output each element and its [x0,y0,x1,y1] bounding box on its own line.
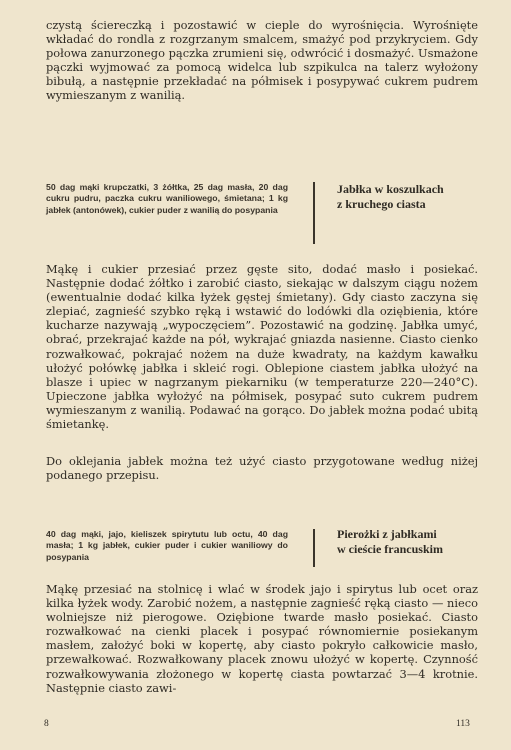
recipe-title-apples-in-pastry [337,182,487,211]
recipe-paragraph: Do oklejania jabłek można też użyć ciasto przygotowane według niżej podanego przepisu. [46,454,478,483]
intro-paragraph: czystą ściereczką i pozostawić w cieple do wyrośnięcia. Wyrośnięte wkładać do rondla z rozgrzanym smalcem, smażyć pod przykryciem. Gdy połowa zanurzonego pączka zrumieni się, odwrócić i dosmażyć. Usmażone pączki wyjmować za pomocą widelca lub szpikulca na talerz wyłożony bibułą, a następnie przekładać na półmisek i posypywać cukrem pudrem wymieszanym z wanilią. [46,18,478,103]
title-line: z kruchego ciasta [337,196,426,211]
recipe-title-puff-pastry-pies [337,527,487,556]
title-line: w cieście francuskim [337,541,443,556]
page-number: 113 [456,719,470,729]
printer-signature: 8 [44,719,49,729]
ingredients-apples-in-pastry: 50 dag mąki krupczatki, 3 żółtka, 25 dag masła, 20 dag cukru pudru, paczka cukru waniliowego, śmietana; 1 kg jabłek (antonówek), cukier puder z wanilią do posypania [46,182,288,215]
vertical-divider [313,529,315,567]
title-line: Jabłka w koszulkach [337,182,444,196]
vertical-divider [313,182,315,244]
recipe-paragraph: Mąkę i cukier przesiać przez gęste sito, dodać masło i posiekać. Następnie dodać żółtko i zarobić ciasto, siekając w dalszym ciągu nożem (ewentualnie dodać kilka łyżek gęstej śmietany). Gdy ciasto zaczyna się zlepiać, zagnieść szybko ręką i wstawić do lodówki dla oziębienia, które kucharze nazywają „wypoczęciem”. Pozostawić na godzinę. Jabłka umyć, obrać, przekrajać każde na pół, wykrajać gniazda nasienne. Ciasto cienko rozwałkować, pokrajać nożem na duże kwadraty, na każdym kawałku ułożyć połówkę jabłka i skleić rogi. Oblepione ciastem jabłka ułożyć na blasze i upiec w nagrzanym piekarniku (w temperaturze 220—240°C). Upieczone jabłka wyłożyć na półmisek, posypać suto cukrem pudrem wymieszanym z wanilią. Podawać na gorąco. Do jabłek można podać ubitą śmietankę. [46,262,478,432]
title-line: Pierożki z jabłkami [337,527,437,541]
ingredients-puff-pastry-pies: 40 dag mąki, jajo, kieliszek spirytutu lub octu, 40 dag masła; 1 kg jabłek, cukier puder i cukier waniliowy do posypania [46,529,288,562]
recipe-paragraph: Mąkę przesiać na stolnicę i wlać w środek jajo i spirytus lub ocet oraz kilka łyżek wody. Zarobić nożem, a następnie zagnieść ręką ciasto — nieco wolniejsze niż pierogowe. Oziębione twarde masło posiekać. Ciasto rozwałkować na cienki placek i posypać równomiernie posiekanym masłem, założyć boki w kopertę, aby ciasto pokryło całkowicie masło, przewałkować. Rozwałkowany placek znowu ułożyć w kopertę. Czynność rozwałkowywania złożonego w kopertę ciasta powtarzać 3—4 krotnie. Następnie ciasto zawi- [46,582,478,695]
